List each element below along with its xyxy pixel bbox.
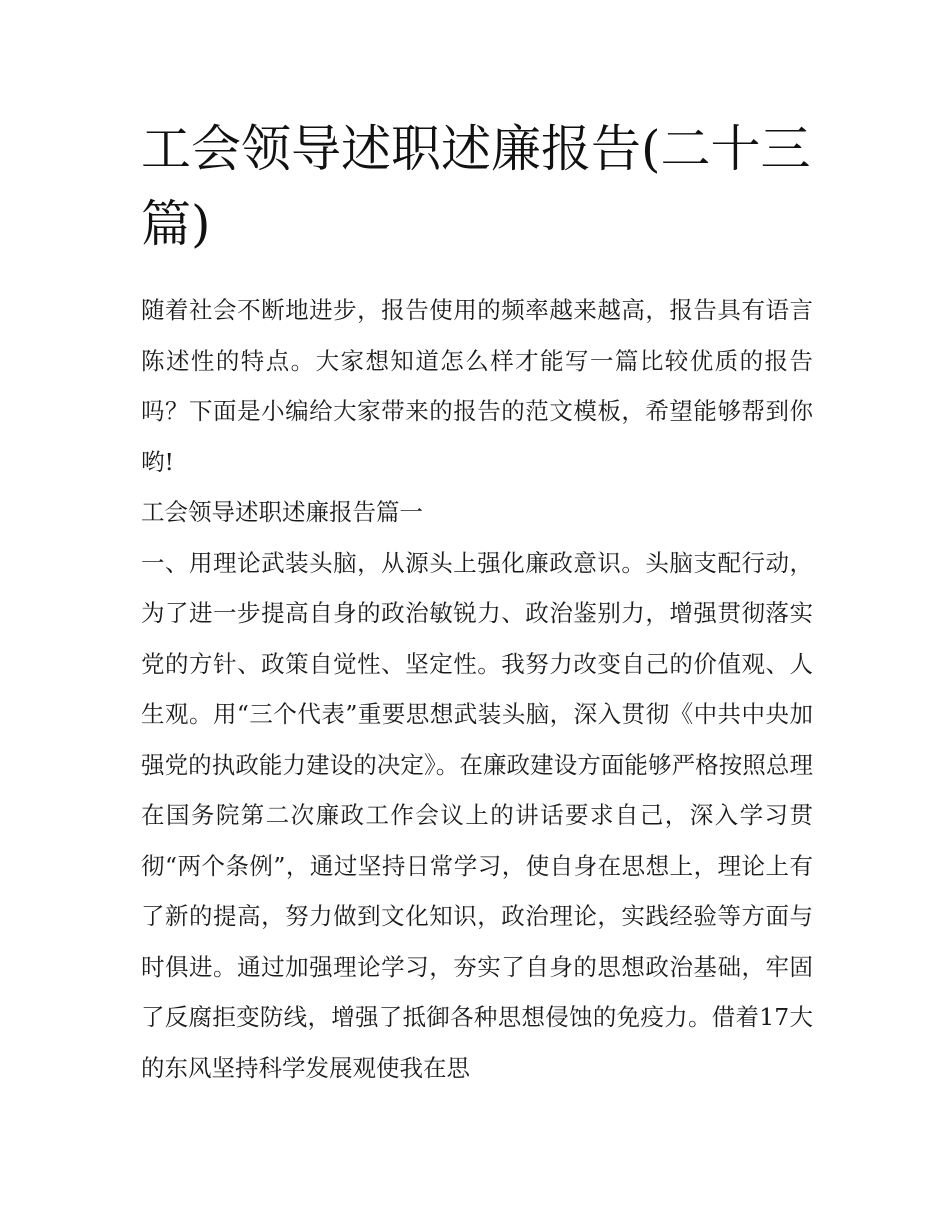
document-title: 工会领导述职述廉报告(二十三篇) — [141, 120, 811, 253]
section-heading: 工会领导述职述廉报告篇一 — [141, 498, 423, 526]
intro-paragraph: 随着社会不断地进步，报告使用的频率越来越高，报告具有语言陈述性的特点。大家想知道怎么样才能写一篇比较优质的报告吗？下面是小编给大家带来的报告的范文模板，希望能够帮到你哟! — [141, 296, 813, 476]
document-page — [141, 112, 813, 1093]
body-paragraph: 一、用理论武装头脑，从源头上强化廉政意识。头脑支配行动，为了进一步提高自身的政治敏锐力、政治鉴别力，增强贯彻落实党的方针、政策自觉性、坚定性。我努力改变自己的价值观、人生观。用“三个代表”重要思想武装头脑，深入贯彻《中共中央加强党的执政能力建设的决定》。在廉政建设方面能够严格按照总理在国务院第二次廉政工作会议上的讲话要求自己，深入学习贯彻“两个条例”，通过坚持日常学习，使自身在思想上，理论上有了新的提高，努力做到文化知识，政治理论，实践经验等方面与时俱进。通过加强理论学习，夯实了自身的思想政治基础，牢固了反腐拒变防线，增强了抵御各种思想侵蚀的免疫力。借着17大的东风坚持科学发展观使我在思 — [141, 548, 813, 1082]
